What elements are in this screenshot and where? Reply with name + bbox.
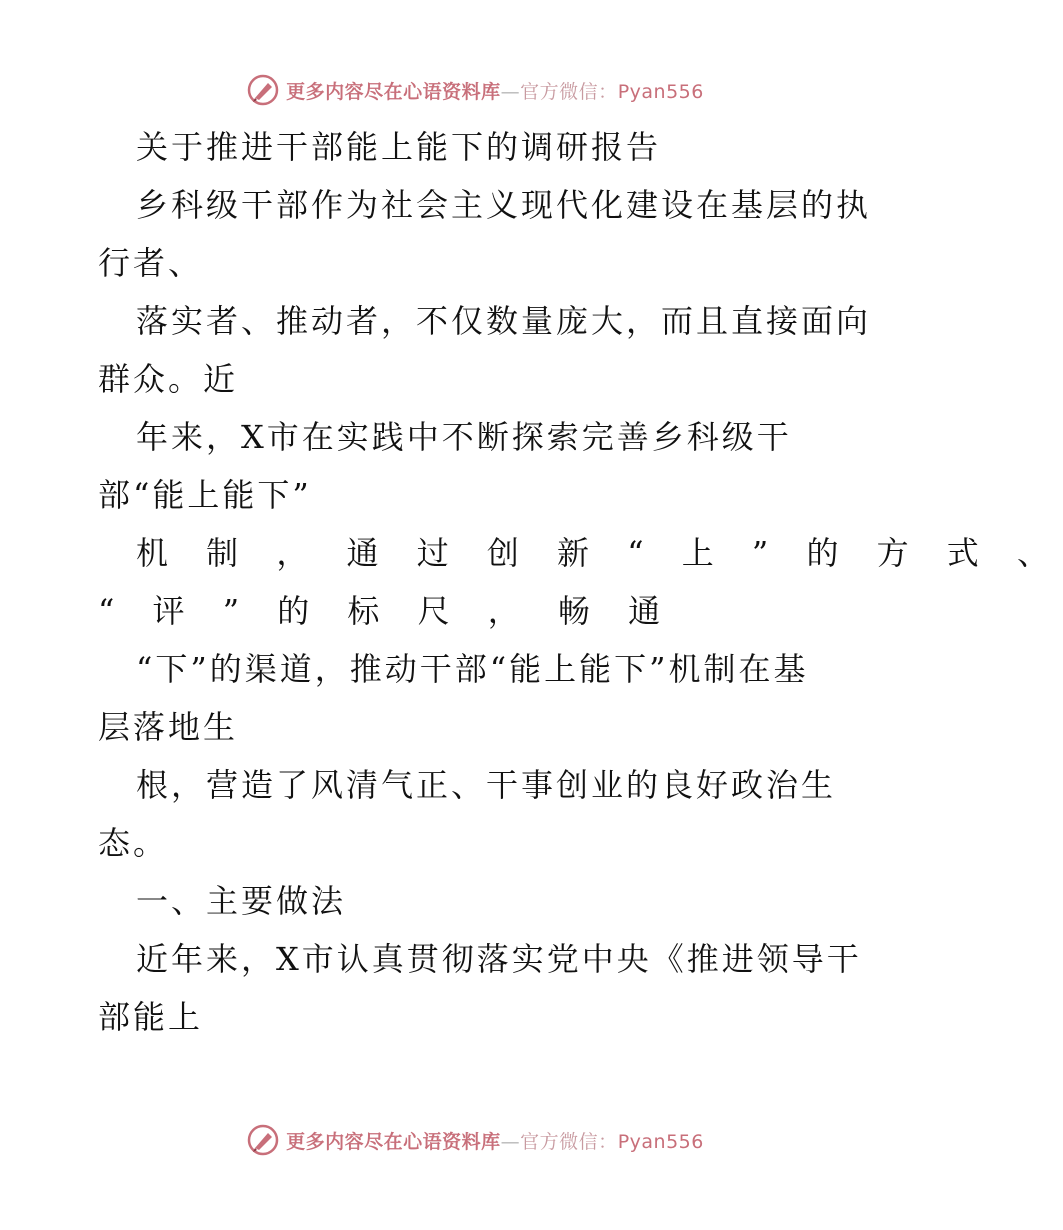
section-heading: 一、主要做法 xyxy=(136,882,347,920)
paragraph-line: 年来，X市在实践中不断探索完善乡科级干 xyxy=(136,418,792,456)
watermark-brand: 更多内容尽在心语资料库 xyxy=(286,1130,501,1153)
paragraph-line: 部能上 xyxy=(98,998,204,1036)
paragraph-line: “ 评 ” 的 标 尺 ， 畅 通 xyxy=(98,592,675,630)
paragraph-line: 机 制 ， 通 过 创 新 “ 上 ” 的 方 式 、 xyxy=(136,534,1063,572)
watermark-id: Pyan556 xyxy=(617,1130,704,1153)
footer-watermark xyxy=(0,1120,950,1160)
watermark-label: 官方微信： xyxy=(520,80,618,103)
paragraph-line: 落实者、推动者，不仅数量庞大，而且直接面向 xyxy=(136,302,872,340)
watermark-text xyxy=(286,77,704,104)
paragraph-line: 根，营造了风清气正、干事创业的良好政治生 xyxy=(136,766,837,804)
watermark-separator: — xyxy=(500,1130,521,1153)
paragraph-line: 近年来，X市认真贯彻落实党中央《推进领导干 xyxy=(136,940,862,978)
watermark-label: 官方微信： xyxy=(520,1130,618,1153)
document-title: 关于推进干部能上能下的调研报告 xyxy=(136,128,662,166)
paragraph-line: 乡科级干部作为社会主义现代化建设在基层的执 xyxy=(136,186,872,224)
paragraph-line: 部“能上能下” xyxy=(98,476,312,514)
watermark-id: Pyan556 xyxy=(617,80,704,103)
paragraph-line: 群众。近 xyxy=(98,360,239,398)
paragraph-line: 层落地生 xyxy=(98,708,239,746)
pen-logo-icon xyxy=(246,1123,280,1157)
paragraph-line: 行者、 xyxy=(98,244,204,282)
watermark-text xyxy=(286,1127,704,1154)
watermark-separator: — xyxy=(500,80,521,103)
paragraph-line: 态。 xyxy=(98,824,169,862)
document-body xyxy=(98,118,1063,1046)
watermark-brand: 更多内容尽在心语资料库 xyxy=(286,80,501,103)
header-watermark xyxy=(0,70,950,110)
pen-logo-icon xyxy=(246,73,280,107)
paragraph-line: “下”的渠道，推动干部“能上能下”机制在基 xyxy=(136,650,809,688)
